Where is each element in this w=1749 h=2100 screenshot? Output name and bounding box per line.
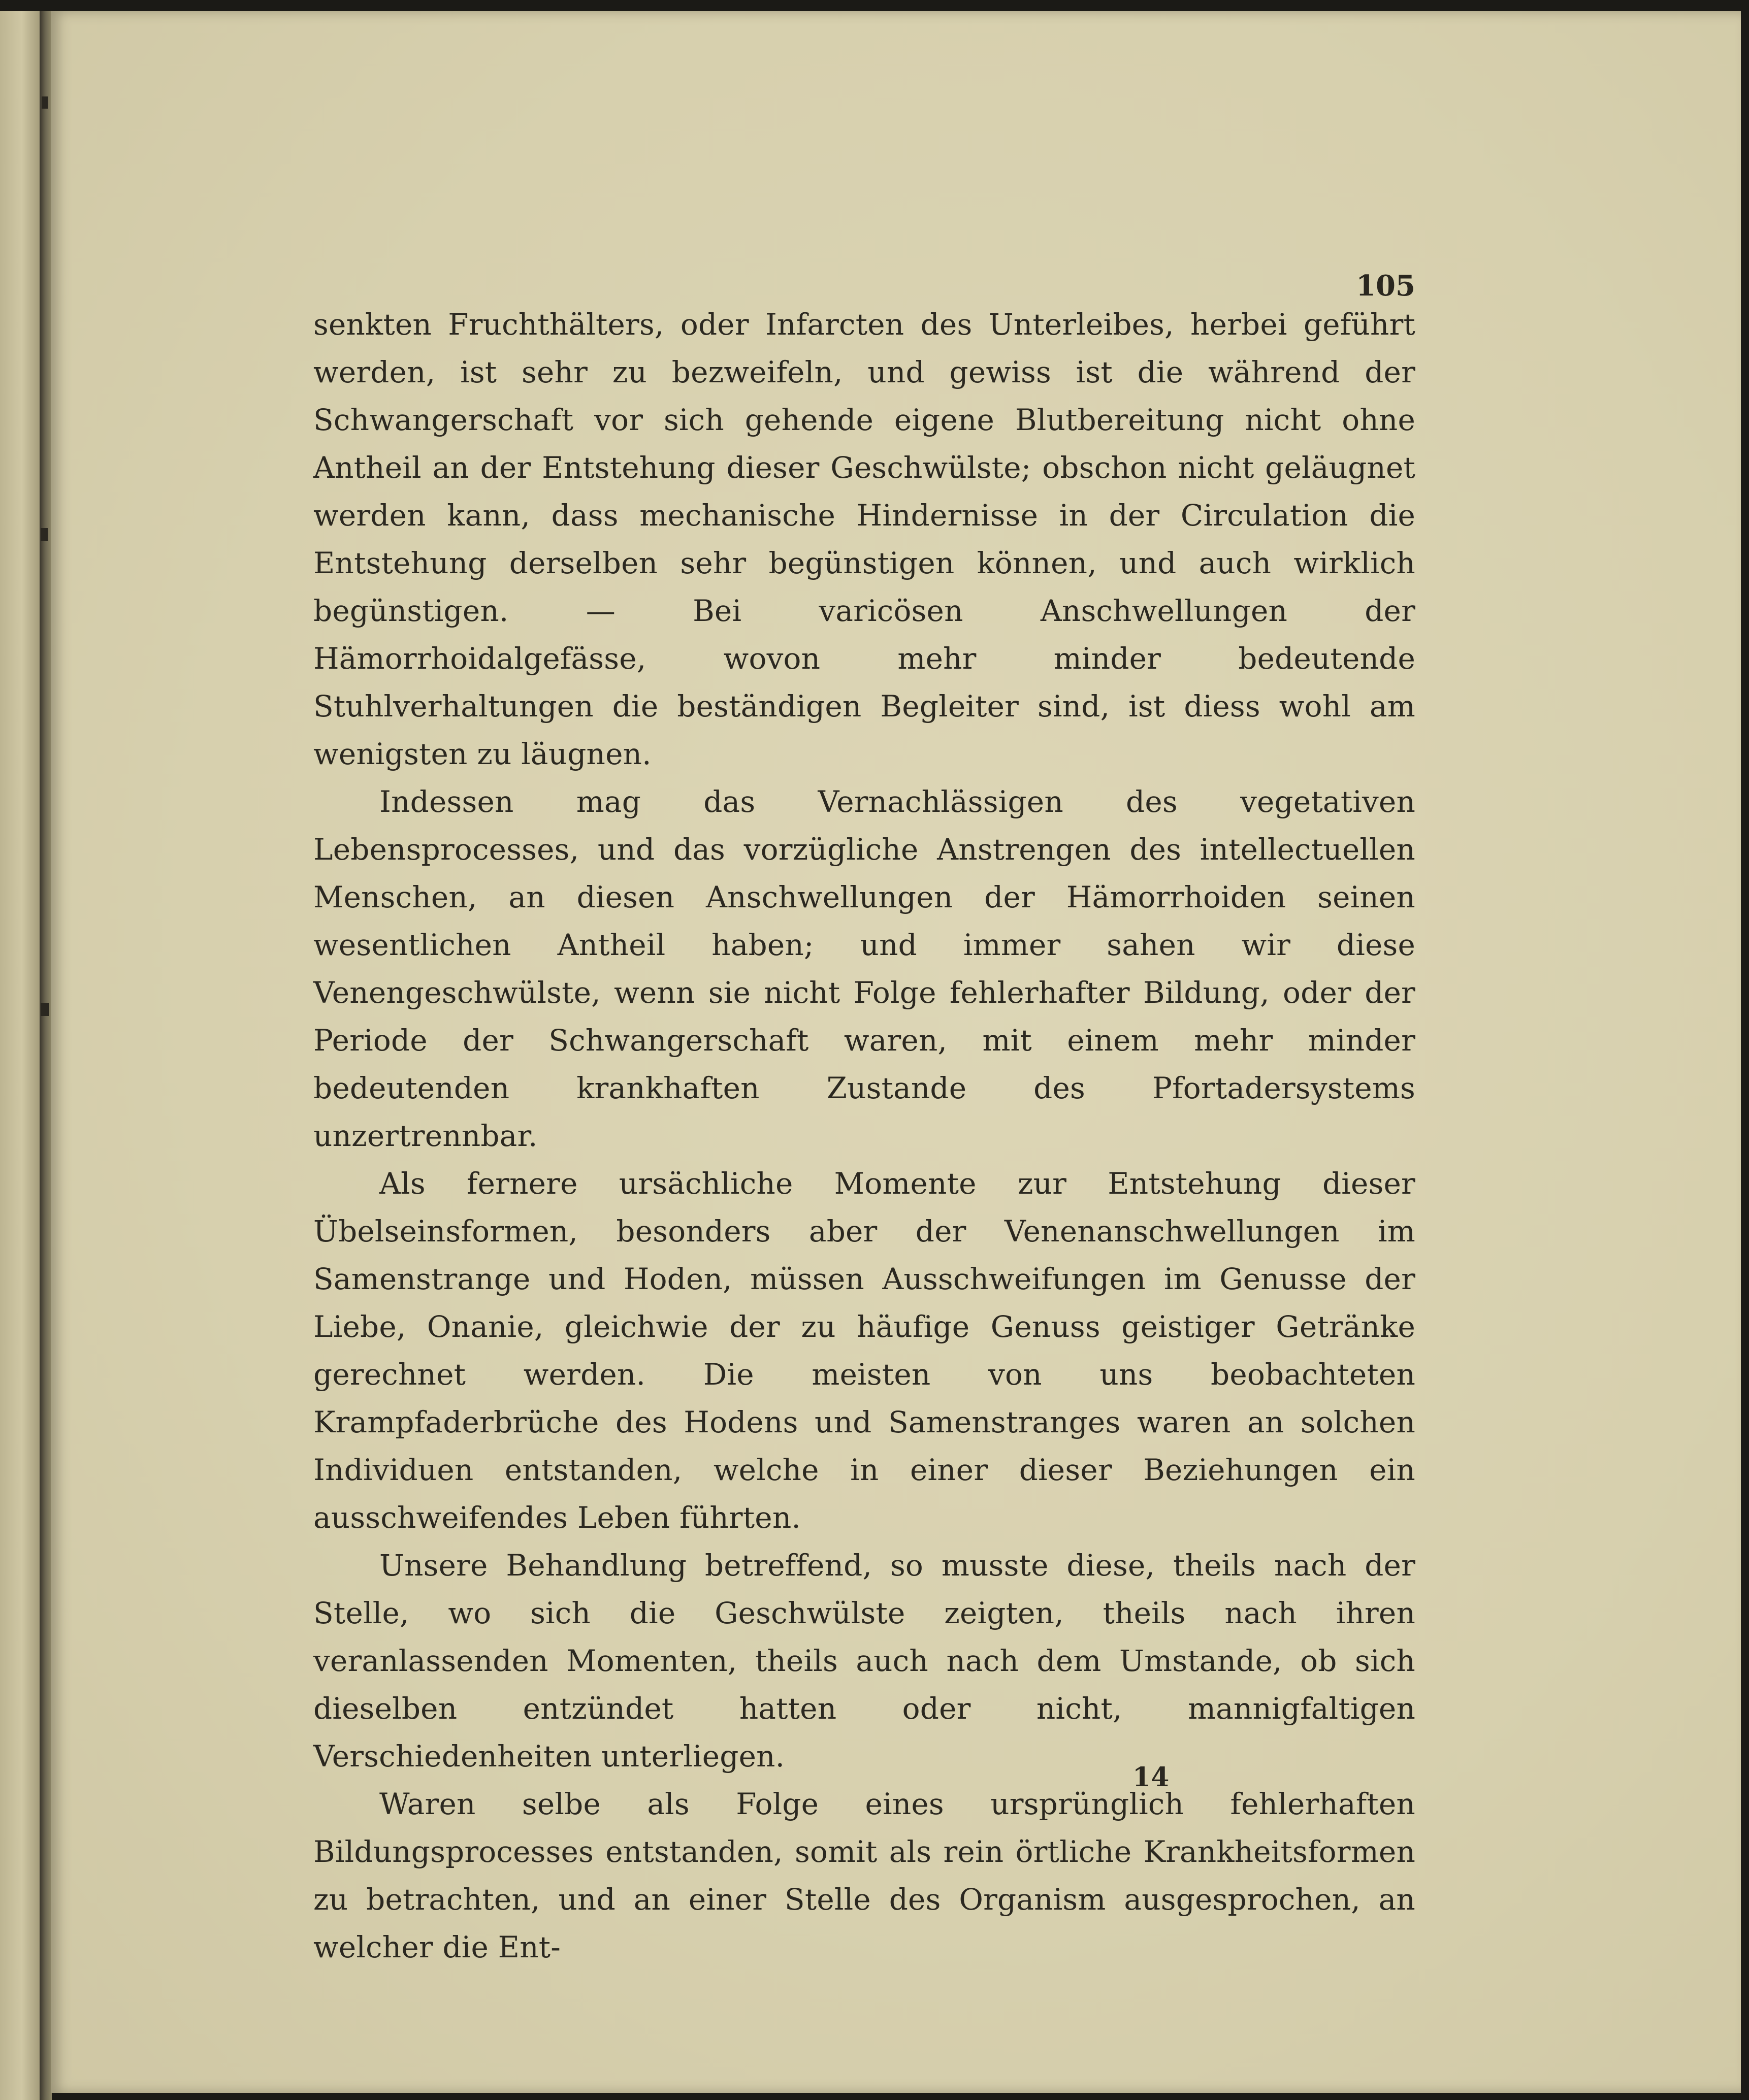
paragraph: Unsere Behandlung betreffend, so musste diese, theils nach der Stelle, wo sich die Geschwülste zeigten, theils nach ihren veranlassenden Momenten, theils auch nach dem Umstande, ob sich dieselben entzündet hatten oder nicht, mannigfaltigen Verschiedenheiten unterliegen. bbox=[313, 1548, 1415, 1774]
margin-mark bbox=[41, 1003, 49, 1016]
paragraph: Indessen mag das Vernachlässigen des vegetativen Lebensprocesses, und das vorzügliche Anstrengen des intellectuellen Menschen, an diesen Anschwellungen der Hämorrhoiden seinen wesentlichen Antheil haben; und immer sahen wir diese Venengeschwülste, wenn sie nicht Folge fehlerhafter Bildung, oder der Periode der Schwangerschaft waren, mit einem mehr minder bedeutenden krankhaften Zustande des Pfortadersystems unzertrennbar. bbox=[313, 784, 1415, 1153]
scan-border bbox=[1741, 0, 1749, 2100]
margin-mark bbox=[41, 528, 48, 541]
paragraph: Waren selbe als Folge eines ursprünglich fehlerhaften Bildungsprocesses entstanden, somit als rein örtliche Krankheitsformen zu betrachten, und an einer Stelle des Organism ausgesprochen, an welcher die Ent- bbox=[313, 1787, 1415, 1964]
paragraph: Als fernere ursächliche Momente zur Entstehung dieser Übelseinsformen, besonders aber der Venenanschwellungen im Samenstrange und Hoden, müssen Ausschweifungen im Genusse der Liebe, Onanie, gleichwie der zu häufige Genuss geistiger Getränke gerechnet werden. Die meisten von uns beobachteten Krampfaderbrüche des Hodens und Samenstranges waren an solchen Individuen entstanden, welche in einer dieser Beziehungen ein ausschweifendes Leben führten. bbox=[313, 1166, 1415, 1535]
facing-page-edge bbox=[0, 11, 40, 2100]
text-block bbox=[313, 269, 1415, 1971]
page-number: 105 bbox=[1356, 269, 1415, 303]
printer-signature: 14 bbox=[1132, 1762, 1170, 1793]
book-gutter bbox=[40, 11, 52, 2100]
margin-mark bbox=[42, 96, 48, 109]
paragraph: senkten Fruchthälters, oder Infarcten des Unterleibes, herbei geführt werden, ist sehr zu bezweifeln, und gewiss ist die während der Schwangerschaft vor sich gehende eigene Blutbereitung nicht ohne Antheil an der Entstehung dieser Geschwülste; obschon nicht geläugnet werden kann, dass mechanische Hindernisse in der Circulation die Entstehung derselben sehr begünstigen können, und auch wirklich begünstigen. — Bei varicösen Anschwellungen der Hämorrhoidalgefässe, wovon mehr minder bedeutende Stuhlverhaltungen die beständigen Begleiter sind, ist diess wohl am wenigsten zu läugnen. bbox=[313, 307, 1415, 771]
